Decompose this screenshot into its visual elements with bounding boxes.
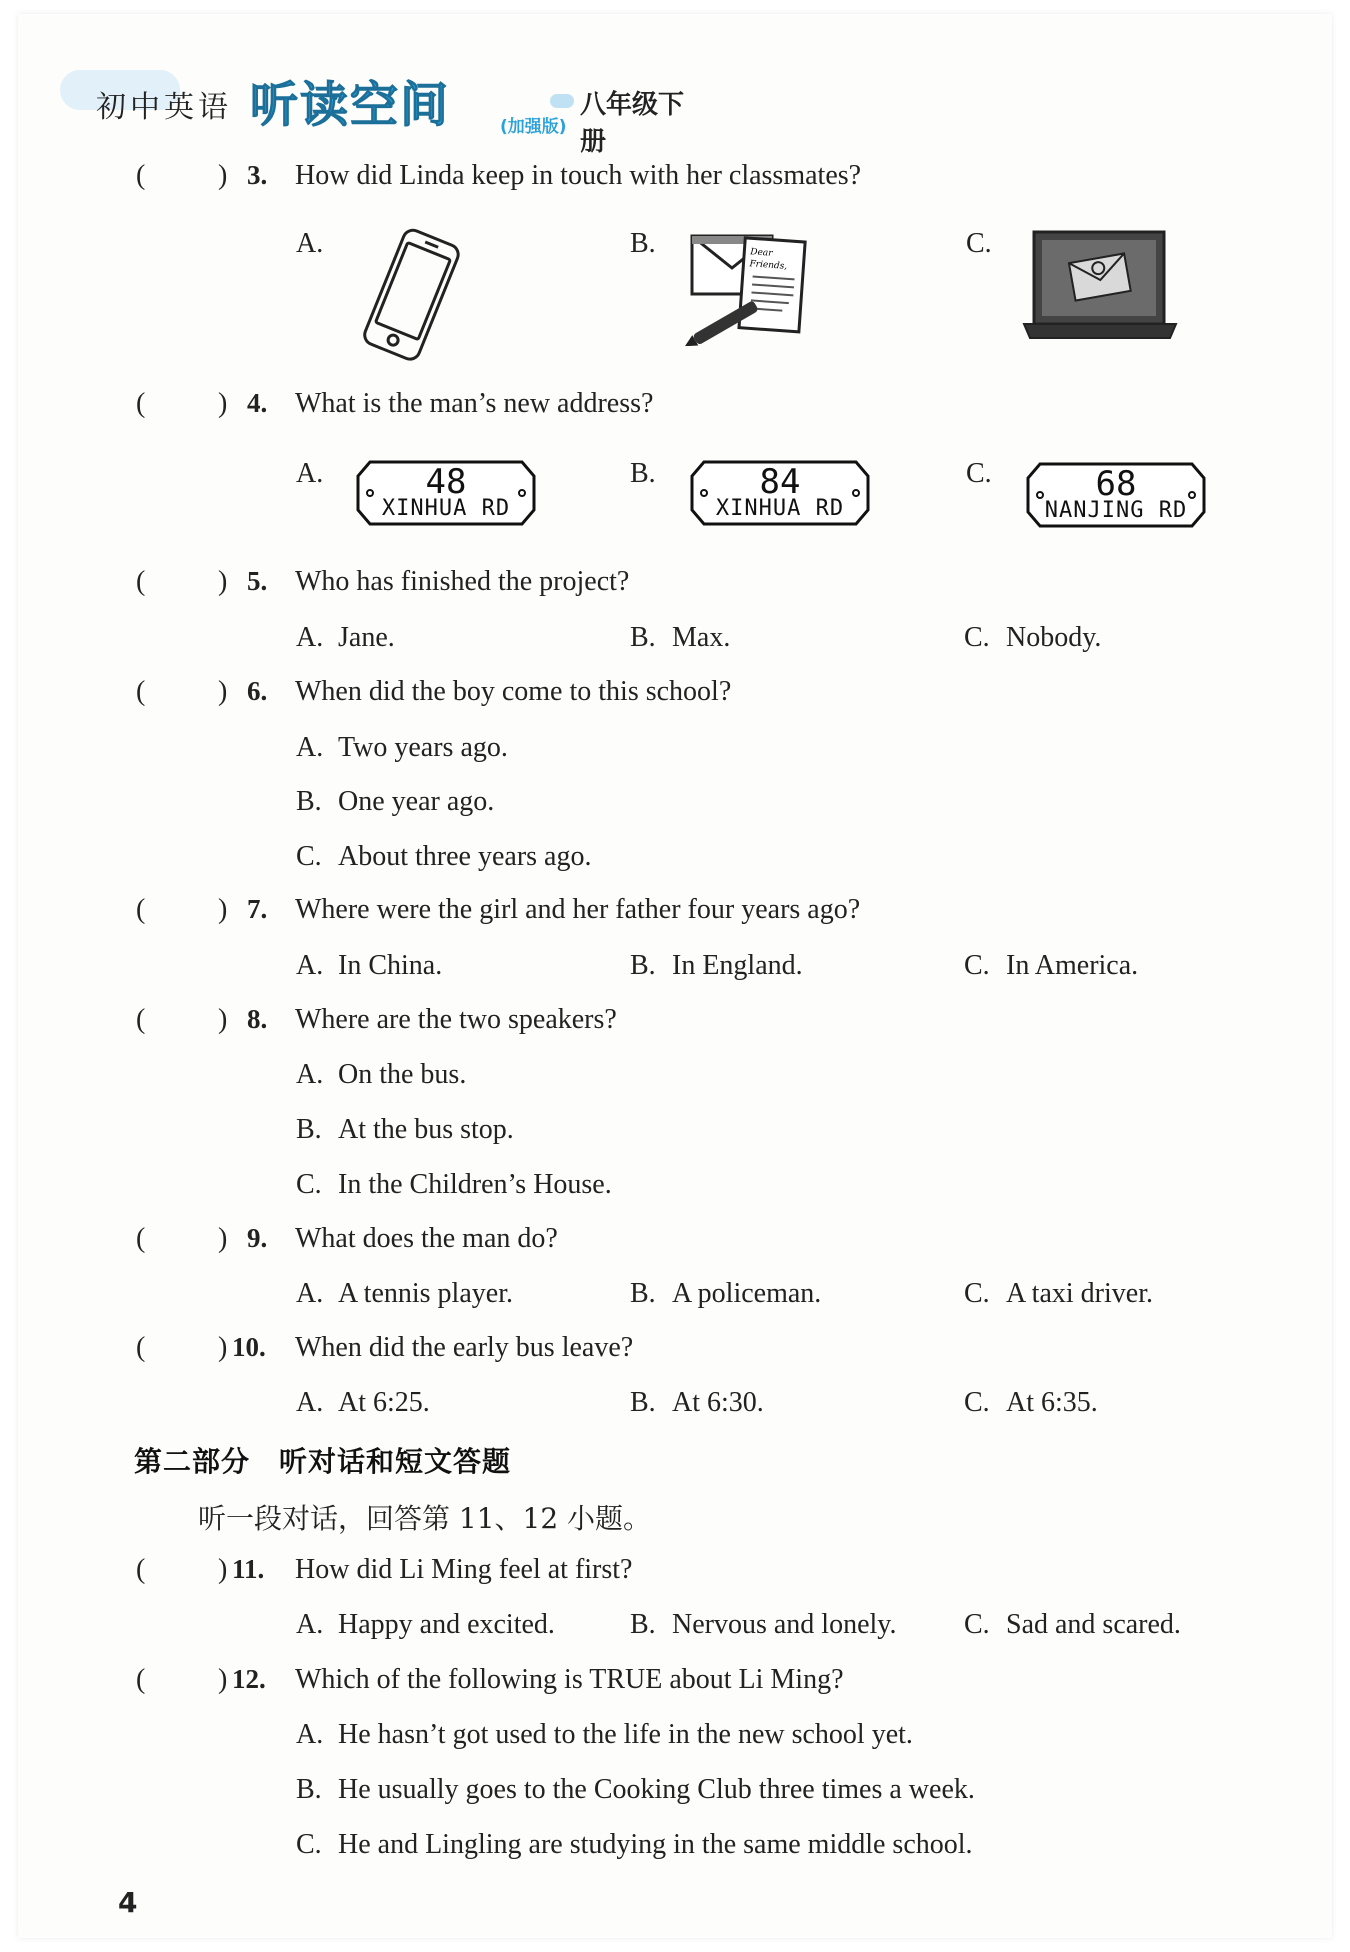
option-letter: B. bbox=[630, 1609, 656, 1640]
question-text: Which of the following is TRUE about Li Ming? bbox=[295, 1664, 844, 1695]
question-number: 11. bbox=[232, 1554, 265, 1584]
option-text: In America. bbox=[1006, 950, 1139, 981]
question-text: When did the boy come to this school? bbox=[295, 676, 732, 707]
smartphone-icon bbox=[352, 226, 472, 366]
address-plate-c bbox=[1026, 462, 1206, 528]
question-text: When did the early bus leave? bbox=[295, 1332, 634, 1363]
option-a bbox=[296, 1387, 430, 1419]
option-letter: B. bbox=[630, 950, 656, 981]
svg-text:Friends,: Friends, bbox=[749, 259, 788, 272]
option-letter: B. bbox=[296, 1774, 322, 1805]
option-a bbox=[296, 622, 395, 654]
answer-blank-open: ( bbox=[136, 1664, 146, 1695]
answer-blank-open: ( bbox=[136, 894, 146, 925]
option-c bbox=[296, 1829, 973, 1861]
question-text: How did Linda keep in touch with her classmates? bbox=[295, 160, 862, 191]
question-text: How did Li Ming feel at first? bbox=[295, 1554, 633, 1585]
question-number: 7. bbox=[247, 894, 268, 924]
option-b-label: B. bbox=[630, 228, 656, 259]
answer-blank-close: ) bbox=[218, 1664, 228, 1695]
book-header bbox=[60, 60, 700, 157]
option-text: Max. bbox=[672, 622, 731, 653]
option-b bbox=[296, 786, 494, 818]
laptop-email-icon bbox=[1020, 228, 1180, 348]
question-number: 12. bbox=[232, 1664, 266, 1694]
answer-blank-close: ) bbox=[218, 676, 228, 707]
option-a bbox=[296, 1278, 513, 1310]
option-letter: B. bbox=[630, 1278, 656, 1309]
question-number: 5. bbox=[247, 566, 268, 596]
option-c bbox=[296, 841, 591, 873]
question-number: 8. bbox=[247, 1004, 268, 1034]
option-letter: A. bbox=[296, 1609, 324, 1640]
page-number: 4 bbox=[118, 1886, 138, 1919]
question-3 bbox=[0, 160, 1350, 200]
option-letter: A. bbox=[296, 1387, 324, 1418]
answer-blank-open: ( bbox=[136, 388, 146, 419]
option-text: He usually goes to the Cooking Club three times a week. bbox=[338, 1774, 975, 1805]
answer-blank-open: ( bbox=[136, 1004, 146, 1035]
option-text: At 6:25. bbox=[338, 1387, 430, 1418]
option-text: Two years ago. bbox=[338, 732, 508, 763]
question-8 bbox=[0, 1004, 1350, 1044]
answer-blank-open: ( bbox=[136, 1223, 146, 1254]
option-b bbox=[630, 950, 803, 982]
option-text: About three years ago. bbox=[338, 841, 592, 872]
option-b bbox=[296, 1774, 975, 1806]
plate-number: 48 bbox=[425, 462, 467, 502]
address-plate-b bbox=[690, 460, 870, 526]
option-a bbox=[296, 950, 442, 982]
option-text: Sad and scared. bbox=[1006, 1609, 1181, 1640]
plate-street: XINHUA RD bbox=[715, 496, 845, 521]
option-text: In China. bbox=[338, 950, 443, 981]
plate-number: 84 bbox=[759, 462, 801, 502]
question-number: 9. bbox=[247, 1223, 268, 1253]
question-text: Where were the girl and her father four years ago? bbox=[295, 894, 861, 925]
option-letter: C. bbox=[296, 841, 322, 872]
option-b bbox=[630, 1278, 821, 1310]
option-letter: C. bbox=[964, 622, 990, 653]
question-6 bbox=[0, 676, 1350, 716]
answer-blank-open: ( bbox=[136, 566, 146, 597]
answer-blank-open: ( bbox=[136, 1332, 146, 1363]
option-a bbox=[296, 732, 508, 764]
option-text: He hasn’t got used to the life in the new school yet. bbox=[338, 1719, 913, 1750]
option-letter: A. bbox=[296, 950, 324, 981]
option-a bbox=[296, 1609, 555, 1641]
question-text: What does the man do? bbox=[295, 1223, 558, 1254]
question-number: 6. bbox=[247, 676, 268, 706]
question-10 bbox=[0, 1332, 1350, 1372]
option-c bbox=[296, 1169, 612, 1201]
brand-title: 听读空间 bbox=[250, 77, 451, 133]
answer-blank-close: ) bbox=[218, 388, 228, 419]
option-letter: C. bbox=[964, 950, 990, 981]
option-text: A tennis player. bbox=[338, 1278, 513, 1309]
question-5 bbox=[0, 566, 1350, 606]
option-letter: B. bbox=[630, 622, 656, 653]
answer-blank-close: ) bbox=[218, 160, 228, 191]
option-text: On the bus. bbox=[338, 1059, 467, 1090]
question-12 bbox=[0, 1664, 1350, 1704]
question-11 bbox=[0, 1554, 1350, 1594]
section-title: 第二部分 听对话和短文答题 bbox=[134, 1445, 512, 1478]
option-c bbox=[964, 1609, 1181, 1641]
option-letter: C. bbox=[964, 1387, 990, 1418]
option-a-label: A. bbox=[296, 458, 324, 489]
option-c bbox=[964, 950, 1138, 982]
option-letter: C. bbox=[964, 1278, 990, 1309]
option-text: A policeman. bbox=[672, 1278, 822, 1309]
plate-number: 68 bbox=[1095, 464, 1137, 504]
option-b bbox=[630, 1387, 764, 1419]
option-letter: C. bbox=[296, 1169, 322, 1200]
svg-text:Dear: Dear bbox=[749, 247, 773, 259]
question-number: 3. bbox=[247, 160, 268, 190]
option-text: Jane. bbox=[338, 622, 395, 653]
answer-blank-close: ) bbox=[218, 1223, 228, 1254]
answer-blank-open: ( bbox=[136, 160, 146, 191]
option-a bbox=[296, 1059, 466, 1091]
answer-blank-open: ( bbox=[136, 676, 146, 707]
bubble-decoration-icon bbox=[550, 94, 574, 108]
option-letter: B. bbox=[630, 1387, 656, 1418]
question-7 bbox=[0, 894, 1350, 934]
letter-envelope-icon bbox=[684, 226, 814, 346]
option-text: At 6:30. bbox=[672, 1387, 764, 1418]
option-b bbox=[630, 622, 730, 654]
answer-blank-close: ) bbox=[218, 566, 228, 597]
question-text: Where are the two speakers? bbox=[295, 1004, 617, 1035]
option-text: In England. bbox=[672, 950, 803, 981]
question-text: Who has finished the project? bbox=[295, 566, 630, 597]
series-title: 初中英语 bbox=[96, 90, 232, 125]
answer-blank-close: ) bbox=[218, 1004, 228, 1035]
question-9 bbox=[0, 1223, 1350, 1263]
answer-blank-close: ) bbox=[218, 1332, 228, 1363]
option-letter: C. bbox=[964, 1609, 990, 1640]
option-c bbox=[964, 622, 1101, 654]
question-text: What is the man’s new address? bbox=[295, 388, 654, 419]
option-letter: A. bbox=[296, 732, 324, 763]
option-a bbox=[296, 1719, 913, 1751]
option-a-label: A. bbox=[296, 228, 324, 259]
option-b-label: B. bbox=[630, 458, 656, 489]
option-text: He and Lingling are studying in the same middle school. bbox=[338, 1829, 973, 1860]
answer-blank-close: ) bbox=[218, 1554, 228, 1585]
option-text: Nobody. bbox=[1006, 622, 1102, 653]
answer-blank-close: ) bbox=[218, 894, 228, 925]
option-letter: A. bbox=[296, 1059, 324, 1090]
option-letter: B. bbox=[296, 1114, 322, 1145]
option-text: At 6:35. bbox=[1006, 1387, 1098, 1418]
question-number: 10. bbox=[232, 1332, 266, 1362]
option-letter: B. bbox=[296, 786, 322, 817]
option-text: At the bus stop. bbox=[338, 1114, 514, 1145]
option-c bbox=[964, 1278, 1153, 1310]
address-plate-a bbox=[356, 460, 536, 526]
grade-label: 八年级下册 bbox=[580, 90, 685, 157]
plate-street: NANJING RD bbox=[1044, 498, 1188, 523]
option-letter: A. bbox=[296, 1719, 324, 1750]
option-c bbox=[964, 1387, 1098, 1419]
option-text: Nervous and lonely. bbox=[672, 1609, 897, 1640]
option-b bbox=[630, 1609, 896, 1641]
option-text: In the Children’s House. bbox=[338, 1169, 612, 1200]
option-b bbox=[296, 1114, 514, 1146]
answer-blank-open: ( bbox=[136, 1554, 146, 1585]
option-letter: C. bbox=[296, 1829, 322, 1860]
option-letter: A. bbox=[296, 1278, 324, 1309]
section-instruction: 听一段对话，回答第 11、12 小题。 bbox=[198, 1502, 652, 1535]
option-text: A taxi driver. bbox=[1006, 1278, 1153, 1309]
option-c-label: C. bbox=[966, 228, 992, 259]
option-text: Happy and excited. bbox=[338, 1609, 555, 1640]
plate-street: XINHUA RD bbox=[381, 496, 511, 521]
question-number: 4. bbox=[247, 388, 268, 418]
edition-label: (加强版) bbox=[500, 117, 567, 137]
option-letter: A. bbox=[296, 622, 324, 653]
option-c-label: C. bbox=[966, 458, 992, 489]
option-text: One year ago. bbox=[338, 786, 495, 817]
question-4 bbox=[0, 388, 1350, 428]
